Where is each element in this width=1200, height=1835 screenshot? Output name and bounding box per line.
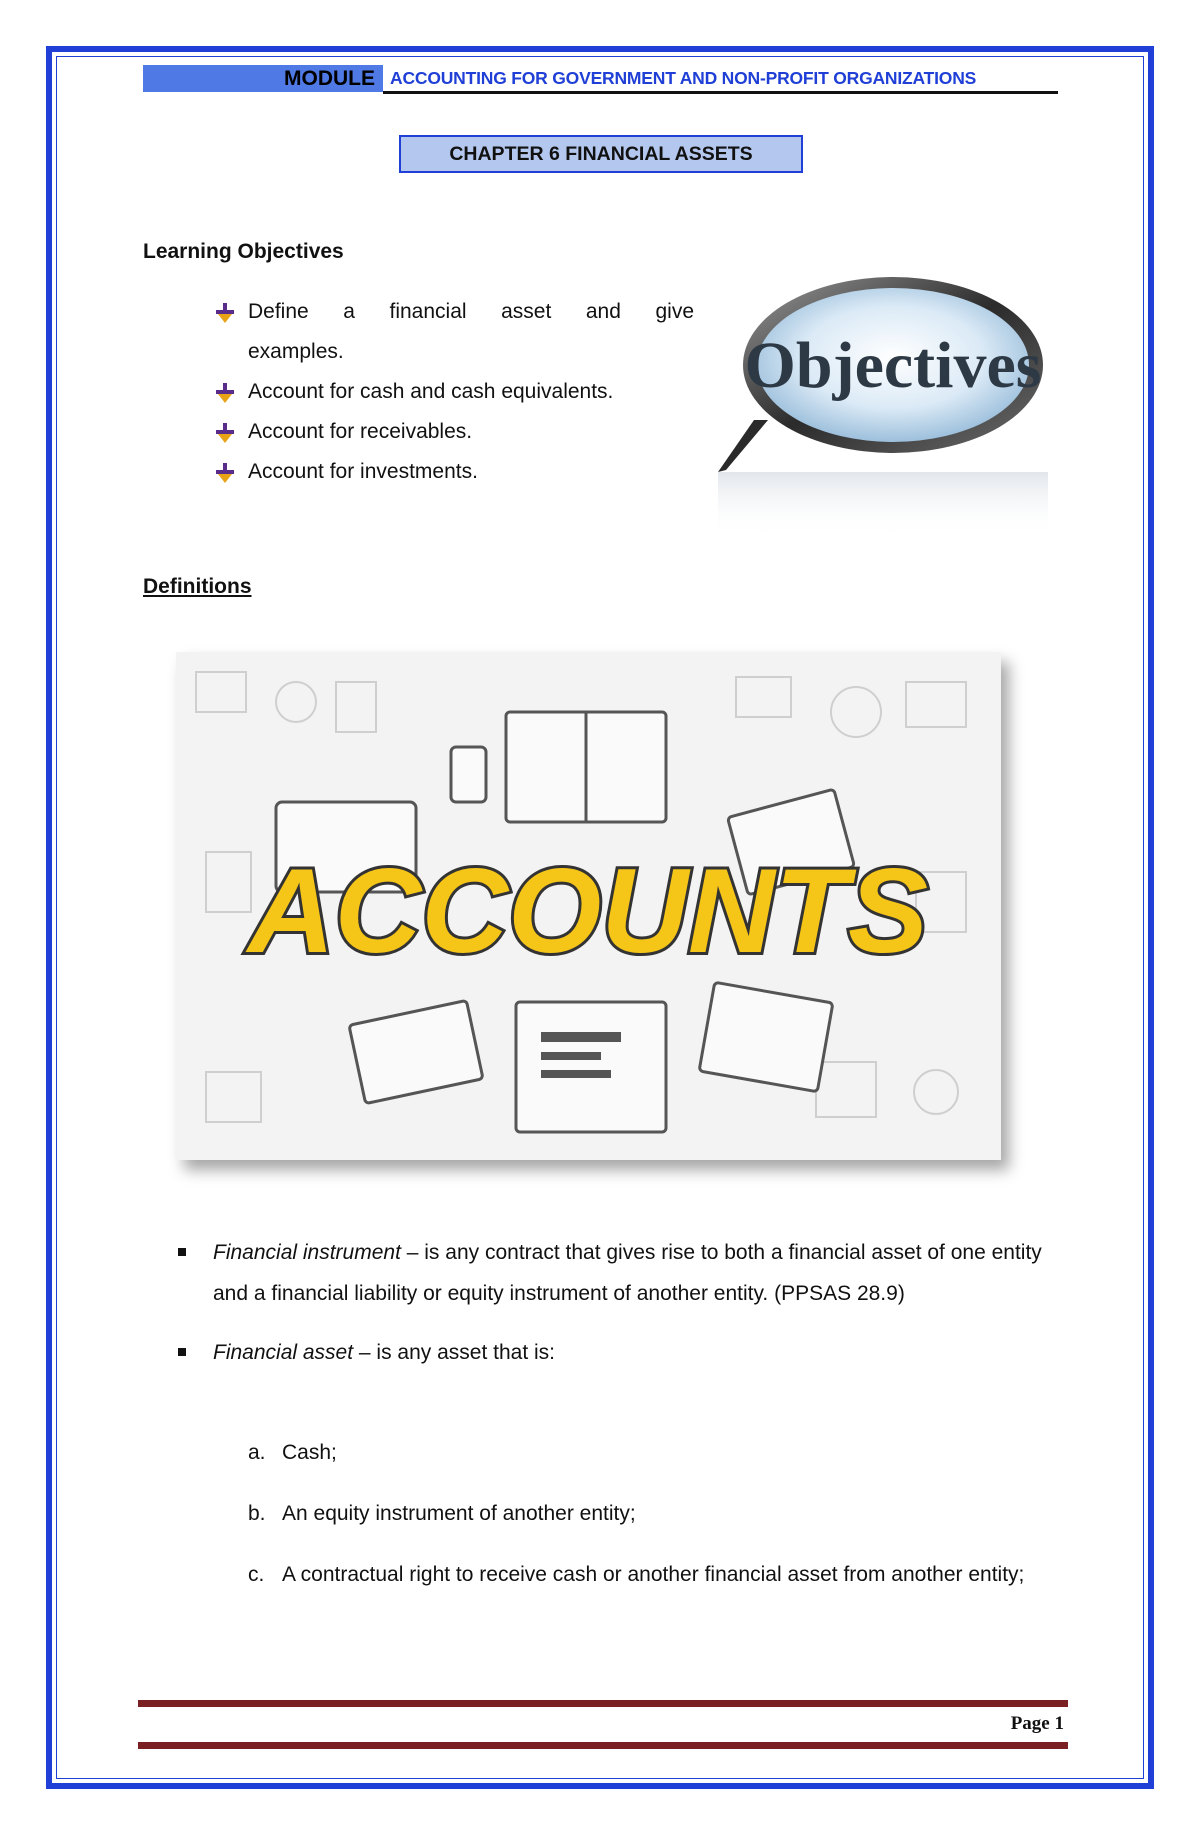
page-number: Page 1 xyxy=(1010,1713,1064,1734)
definition-item-financial-instrument xyxy=(176,1232,1061,1314)
definitions-list xyxy=(176,1232,1061,1391)
objectives-image-word: Objectives xyxy=(744,329,1042,402)
header-rule xyxy=(383,91,1058,94)
sub-item-marker: c. xyxy=(248,1563,265,1586)
objective-item xyxy=(214,292,694,332)
learning-objectives-heading: Learning Objectives xyxy=(143,240,344,263)
objective-item-continuation xyxy=(214,332,694,372)
sub-item xyxy=(246,1554,1066,1595)
objective-text: Define a financial asset and give xyxy=(248,300,694,323)
objective-text: examples. xyxy=(248,340,344,363)
sub-item-marker: a. xyxy=(248,1441,266,1464)
arrow-bullet-icon xyxy=(214,462,236,484)
sub-item xyxy=(246,1432,1066,1473)
definition-text: – is any contract that gives rise to both a financial asset of one entity and a financial liability or equity instrument of another entity. (PPSAS 28.9) xyxy=(213,1241,1042,1305)
chapter-title: CHAPTER 6 FINANCIAL ASSETS xyxy=(399,135,803,173)
square-bullet-icon xyxy=(178,1248,186,1256)
accounts-doodle-image xyxy=(176,652,1001,1160)
accounts-image-word: ACCOUNTS xyxy=(248,844,928,978)
module-label: MODULE xyxy=(143,65,383,92)
objective-item xyxy=(214,372,694,412)
module-title: ACCOUNTING FOR GOVERNMENT AND NON-PROFIT ORGANIZATIONS xyxy=(390,68,977,88)
arrow-bullet-icon xyxy=(214,422,236,444)
arrow-bullet-icon xyxy=(214,302,236,324)
sub-item xyxy=(246,1493,1066,1534)
objective-text: Account for cash and cash equivalents. xyxy=(248,380,614,403)
sub-item-text: Cash; xyxy=(282,1441,337,1464)
objective-item xyxy=(214,412,694,452)
definition-term: Financial instrument xyxy=(213,1241,401,1264)
footer-rule-top xyxy=(138,1700,1068,1707)
definition-term: Financial asset xyxy=(213,1341,354,1364)
arrow-bullet-icon xyxy=(214,382,236,404)
definitions-heading: Definitions xyxy=(143,575,252,598)
objectives-magnifier-image xyxy=(718,270,1048,538)
footer-rule-bottom xyxy=(138,1742,1068,1749)
objectives-list xyxy=(214,292,694,492)
sub-item-text: A contractual right to receive cash or another financial asset from another entity; xyxy=(282,1563,1025,1586)
objective-text: Account for receivables. xyxy=(248,420,473,443)
square-bullet-icon xyxy=(178,1348,186,1356)
definition-item-financial-asset xyxy=(176,1332,1061,1373)
sub-item-marker: b. xyxy=(248,1502,266,1525)
financial-asset-sub-list xyxy=(246,1432,1066,1615)
objective-text: Account for investments. xyxy=(248,460,478,483)
definition-text: – is any asset that is: xyxy=(353,1341,556,1364)
sub-item-text: An equity instrument of another entity; xyxy=(282,1502,636,1525)
objective-item xyxy=(214,452,694,492)
